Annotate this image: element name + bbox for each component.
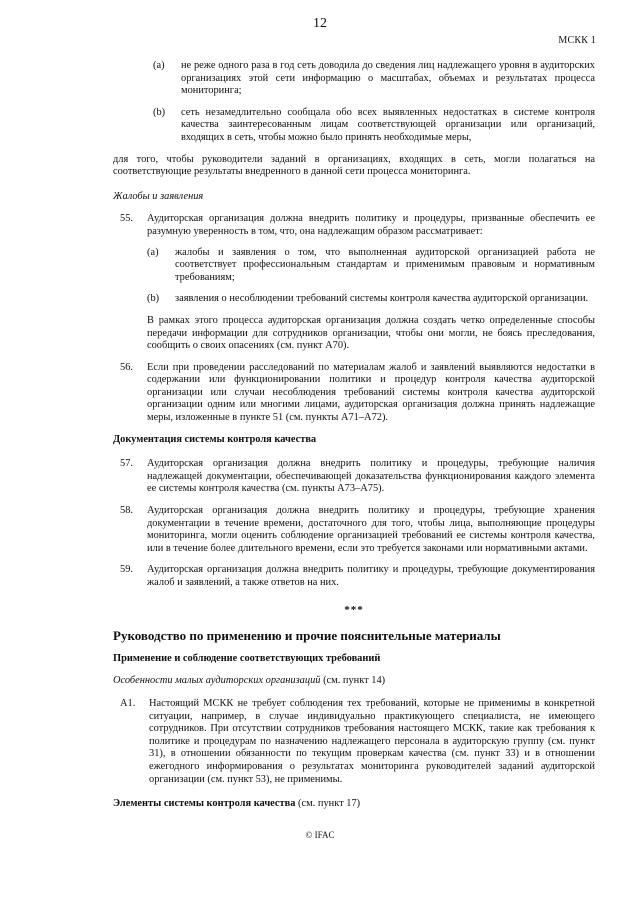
paragraph-text: Если при проведении расследований по материалам жалоб и заявлений выявляются недостатки в содержании или функционировании политики и процедур контроля качества аудиторской организации или случаи несоблюдения требований системы контроля качества аудиторской организации одним или многими лицами, аудиторская организация должна принять надлежащие меры, изложенные в пункте 51 (см. пункты А71–А72).: [147, 361, 595, 424]
paragraph-text: Аудиторская организация должна внедрить политику и процедуры, требующие наличия надлежащей документации, обеспечивающей доказательства функционирования каждого элемента ее системы контроля качества (см. пункты А73–А75).: [147, 458, 595, 495]
list-text: заявления о несоблюдении требований системы контроля качества аудиторской организации.: [175, 293, 589, 305]
paragraph-56: [113, 362, 595, 425]
small-firms-ref: (см. пункт 14): [320, 675, 386, 687]
section-title: Руководство по применению и прочие пояснительные материалы: [113, 628, 501, 644]
paragraph-text: Настоящий МСКК не требует соблюдения тех требований, которые не применимы в конкретной ситуации, например, в случае индивидуально практикующего специалиста, не имеющего сотрудников. При отсутствии сотрудников требования настоящего МСКК, такие как требования к политике и процедурам по назначению надлежащего персонала в аудиторскую группу (см. пункт 31), в отношении обязанности по текущим проверкам качества (см. пункт 33) и в отношении ежегодного информирования о результатах мониторинга руководителей заданий аудиторской организации (см. пункт 53), не применимы.: [149, 697, 595, 785]
paragraph-number: 58.: [120, 505, 133, 517]
paragraph-57: [113, 458, 595, 496]
elements-ref: (см. пункт 17): [295, 798, 361, 810]
closing-paragraph: для того, чтобы руководители заданий в организациях, входящих в сеть, могли полагаться на соответствующие результаты внедренного в данной сети процесса мониторинга.: [113, 153, 595, 178]
paragraph-number: 56.: [120, 361, 133, 373]
list-label: (b): [153, 106, 166, 118]
documentation-heading: Документация системы контроля качества: [113, 433, 317, 445]
list-item-b: [147, 293, 595, 306]
paragraph-text: Аудиторская организация должна внедрить политику и процедуры, требующие хранения документации в течение времени, достаточного для того, чтобы лица, выполняющие процедуры мониторинга, могли оценить соблюдение организацией требований ее системы контроля качества, или в течение более длительного времени, если это требуется законами или нормативными актами.: [147, 505, 595, 554]
list-text: жалобы и заявления о том, что выполненная аудиторской организацией работа не соответствует профессиональным стандартам и применимым правовым и нормативным требованиям;: [175, 246, 595, 283]
small-firms-title: Особенности малых аудиторских организаций: [113, 675, 321, 687]
page-content: [113, 60, 595, 821]
application-heading: Применение и соблюдение соответствующих требований: [113, 652, 381, 664]
section-separator: ***: [344, 603, 364, 616]
paragraph-number: 57.: [120, 458, 133, 470]
page-number: 12: [313, 16, 327, 31]
paragraph-text: Аудиторская организация должна внедрить политику и процедуры, требующие документирования жалоб и заявлений, а также ответов на них.: [147, 564, 595, 588]
small-firms-heading: [113, 675, 595, 688]
elements-heading: [113, 798, 595, 811]
paragraph-a1: [113, 698, 595, 786]
paragraph-number: 55.: [120, 213, 133, 225]
list-item-a: [153, 60, 595, 98]
paragraph-55: [113, 213, 595, 352]
paragraph-number: 59.: [120, 564, 133, 576]
list-label: (a): [153, 60, 165, 71]
complaints-heading: Жалобы и заявления: [113, 190, 204, 202]
list-text: сеть незамедлительно сообщала обо всех выявленных недостатках в системе контроля качества заинтересованным лицам соответствующей организации или организаций, входящих в сеть, чтобы можно было принять необходимые меры,: [181, 106, 595, 143]
footer-copyright: © IFAC: [305, 830, 335, 840]
paragraph-59: [113, 564, 595, 589]
paragraph-intro: Аудиторская организация должна внедрить политику и процедуры, призванные обеспечить ее разумную уверенность в том, что, она надлежащим образом рассматривает:: [147, 213, 595, 237]
list-label: (a): [147, 246, 159, 258]
paragraph-outro: В рамках этого процесса аудиторская организация должна создать четко определенные способы передачи информации для сотрудников организации, чтобы они могли, не боясь преследования, сообщить о своих опасениях (см. пункт А70).: [147, 314, 595, 352]
paragraph-58: [113, 505, 595, 555]
list-text: не реже одного раза в год сеть доводила до сведения лиц надлежащего уровня в аудиторских организациях этой сети информацию о масштабах, объемах и результатах процесса мониторинга;: [181, 60, 595, 97]
list-item-b: [153, 107, 595, 145]
list-label: (b): [147, 293, 160, 305]
document-code: МСКК 1: [558, 35, 596, 46]
paragraph-number: А1.: [120, 697, 136, 709]
elements-title: Элементы системы контроля качества: [113, 798, 296, 810]
list-item-a: [147, 247, 595, 285]
